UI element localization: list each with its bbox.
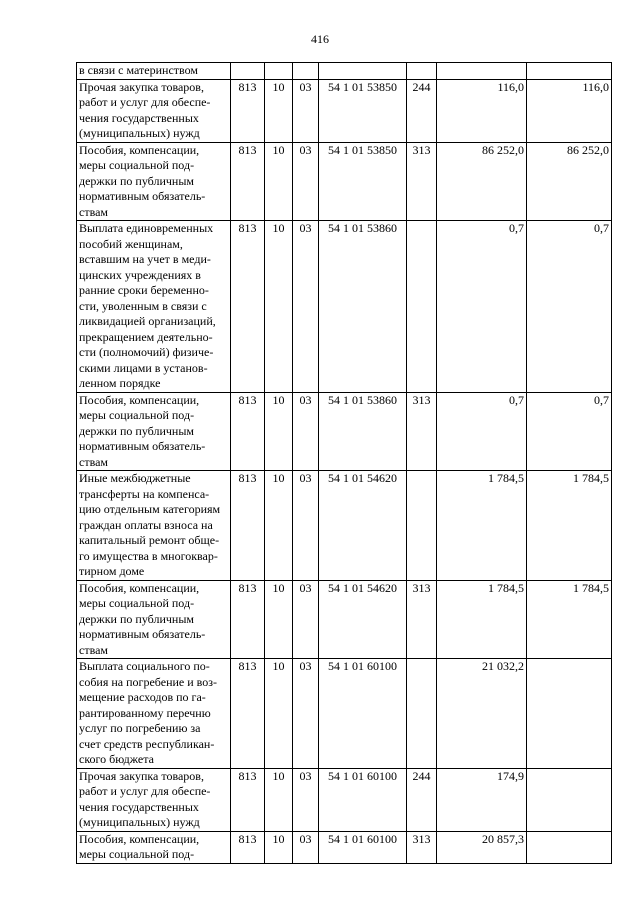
target-article-code: 54 1 01 53850 [319,142,407,221]
department-code: 813 [231,392,265,471]
section-code: 10 [265,79,293,142]
department-code: 813 [231,471,265,581]
subsection-code: 03 [293,221,319,393]
expense-type-code [407,63,437,80]
section-code: 10 [265,392,293,471]
section-code [265,63,293,80]
amount-2: 86 252,0 [527,142,612,221]
department-code: 813 [231,79,265,142]
expense-name: Пособия, компенсации, меры социальной под- [77,831,231,863]
table-row [77,471,612,581]
expense-name: Выплата единовременных пособий женщинам, вставшим на учет в меди- цинских учреждениях в ранние сроки беременно- сти, уволенным в связи с ликвидацией организаций, прекращением деятельно- сти (полномочий) физиче- скими лицами в установ- ленном порядке [77,221,231,393]
amount-1: 86 252,0 [437,142,527,221]
subsection-code: 03 [293,580,319,659]
department-code: 813 [231,659,265,769]
expense-type-code [407,221,437,393]
expense-type-code: 313 [407,142,437,221]
page-number: 416 [311,32,329,46]
section-code: 10 [265,831,293,863]
department-code: 813 [231,831,265,863]
amount-2: 116,0 [527,79,612,142]
amount-2 [527,831,612,863]
amount-1: 21 032,2 [437,659,527,769]
department-code [231,63,265,80]
expense-name: Пособия, компенсации, меры социальной под- держки по публичным нормативным обязатель- ствам [77,392,231,471]
expense-type-code: 313 [407,580,437,659]
amount-1: 1 784,5 [437,471,527,581]
expense-type-code: 244 [407,79,437,142]
expense-name: Прочая закупка товаров, работ и услуг для обеспе- чения государственных (муниципальных) нужд [77,79,231,142]
expense-type-code: 313 [407,831,437,863]
section-code: 10 [265,768,293,831]
amount-1: 174,9 [437,768,527,831]
department-code: 813 [231,768,265,831]
expense-name: Пособия, компенсации, меры социальной под- держки по публичным нормативным обязатель- ствам [77,580,231,659]
subsection-code: 03 [293,471,319,581]
expense-name: Пособия, компенсации, меры социальной под- держки по публичным нормативным обязатель- ствам [77,142,231,221]
target-article-code: 54 1 01 54620 [319,471,407,581]
amount-1 [437,63,527,80]
target-article-code: 54 1 01 54620 [319,580,407,659]
table-row [77,79,612,142]
expense-name: Выплата социального по- собия на погребение и воз- мещение расходов по га- рантированному перечню услуг по погребению за счет средств республикан- ского бюджета [77,659,231,769]
budget-table [76,62,612,864]
department-code: 813 [231,580,265,659]
amount-2 [527,768,612,831]
target-article-code: 54 1 01 60100 [319,831,407,863]
amount-1: 116,0 [437,79,527,142]
amount-2: 0,7 [527,392,612,471]
amount-2 [527,63,612,80]
subsection-code: 03 [293,831,319,863]
subsection-code: 03 [293,142,319,221]
subsection-code: 03 [293,392,319,471]
section-code: 10 [265,221,293,393]
section-code: 10 [265,471,293,581]
table-row [77,63,612,80]
amount-1: 1 784,5 [437,580,527,659]
amount-2 [527,659,612,769]
table-row [77,831,612,863]
expense-name: Прочая закупка товаров, работ и услуг для обеспе- чения государственных (муниципальных) нужд [77,768,231,831]
table-row [77,659,612,769]
section-code: 10 [265,659,293,769]
department-code: 813 [231,142,265,221]
expense-type-code: 244 [407,768,437,831]
subsection-code: 03 [293,79,319,142]
expense-type-code [407,659,437,769]
subsection-code [293,63,319,80]
amount-2: 0,7 [527,221,612,393]
amount-1: 0,7 [437,392,527,471]
department-code: 813 [231,221,265,393]
target-article-code: 54 1 01 60100 [319,659,407,769]
table-row [77,392,612,471]
target-article-code: 54 1 01 60100 [319,768,407,831]
expense-type-code: 313 [407,392,437,471]
amount-2: 1 784,5 [527,471,612,581]
target-article-code: 54 1 01 53860 [319,221,407,393]
expense-name: в связи с материнством [77,63,231,80]
table-row [77,142,612,221]
target-article-code: 54 1 01 53860 [319,392,407,471]
target-article-code: 54 1 01 53850 [319,79,407,142]
amount-2: 1 784,5 [527,580,612,659]
table-row [77,768,612,831]
amount-1: 20 857,3 [437,831,527,863]
subsection-code: 03 [293,659,319,769]
table-row [77,580,612,659]
section-code: 10 [265,142,293,221]
expense-name: Иные межбюджетные трансферты на компенса- цию отдельным категориям граждан оплаты взноса на капитальный ремонт обще- го имущества в многоквар- тирном доме [77,471,231,581]
target-article-code [319,63,407,80]
subsection-code: 03 [293,768,319,831]
expense-type-code [407,471,437,581]
amount-1: 0,7 [437,221,527,393]
section-code: 10 [265,580,293,659]
table-row [77,221,612,393]
